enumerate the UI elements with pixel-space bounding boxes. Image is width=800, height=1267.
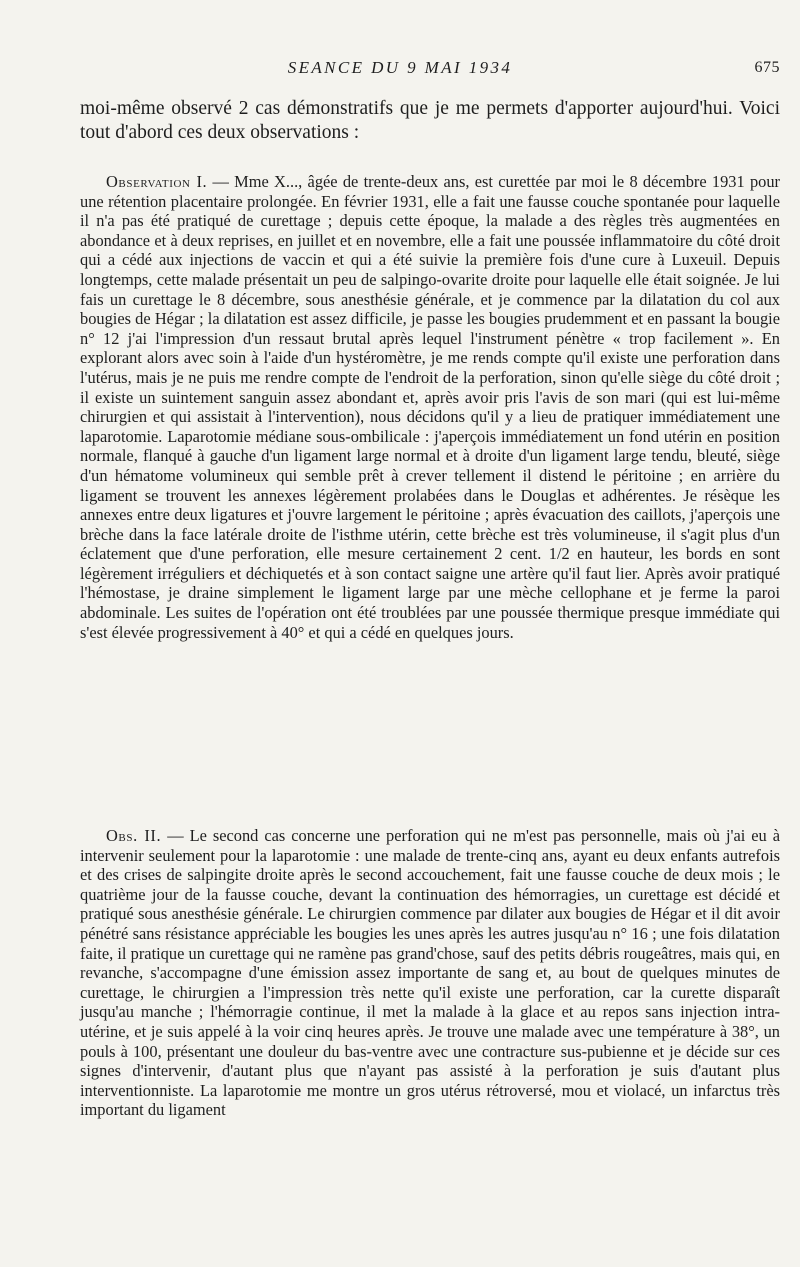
observation-1-label: Observation I. <box>106 172 208 191</box>
observation-1-paragraph <box>80 172 780 642</box>
observation-2-paragraph <box>80 826 780 1120</box>
page-number: 675 <box>754 59 780 76</box>
page-header <box>0 58 800 82</box>
running-title: SEANCE DU 9 MAI 1934 <box>287 58 513 77</box>
observation-2-label: Obs. II. <box>106 826 162 845</box>
intro-paragraph: moi-même observé 2 cas démonstratifs que je me permets d'apporter aujourd'hui. Voici tout d'abord ces deux observations : <box>80 98 780 143</box>
observation-1-text: — Mme X..., âgée de trente-deux ans, est curettée par moi le 8 décembre 1931 pour une rétention placentaire prolongée. En février 1931, elle a fait une fausse couche spontanée pour laquelle il n'a pas été pratiqué de curettage ; depuis cette époque, la malade a des règles très augmentées en abondance et à deux reprises, en juillet et en novembre, elle a fait une poussée inflammatoire du côté droit qui a cédé aux injections de vaccin et qui a été suivie la première fois d'une cure à Luxeuil. Depuis longtemps, cette malade présentait un peu de salpingo-ovarite droite pour laquelle elle était soignée. Je lui fais un curettage le 8 décembre, sous anesthésie générale, et je commence par la dilatation du col aux bougies de Hégar ; la dilatation est assez difficile, je passe les bougies prudemment et en passant la bougie n° 12 j'ai l'impression d'un ressaut brutal après lequel l'instrument pénètre « trop facilement ». En explorant alors avec soin à l'aide d'un hystéromètre, je me rends compte qu'il existe une perforation dans l'utérus, mais je ne puis me rendre compte de l'endroit de la perforation, sinon qu'elle siège du côté droit ; il existe un suintement sanguin assez abondant et, après avoir pris l'avis de son mari (qui est lui-même chirurgien et qui assistait à l'intervention), nous décidons qu'il y a lieu de pratiquer immédiatement une laparotomie. Laparotomie médiane sous-ombilicale : j'aperçois immédiatement un fond utérin en position normale, flanqué à gauche d'un ligament large normal et à droite d'un ligament large tendu, bleuté, siège d'un hématome volumineux qui semble prêt à crever tellement il distend le péritoine ; en arrière du ligament se trouvent les annexes légèrement prolabées dans le Douglas et adhérentes. Je résèque les annexes entre deux ligatures et j'ouvre largement le péritoine ; après évacuation des caillots, j'aperçois une brèche dans la face latérale droite de l'isthme utérin, cette brèche est très volumineuse, il s'agit plus d'un éclatement que d'une perforation, elle mesure certainement 2 cent. 1/2 en hauteur, les bords en sont légèrement irréguliers et déchiquetés et à son contact saigne une artère qu'il faut lier. Après avoir pratiqué l'hémostase, je draine simplement le ligament large par une mèche cellophane et je ferme la paroi abdominale. Les suites de l'opération ont été troublées par une poussée thermique presque immédiate qui s'est élevée progressivement à 40° et qui a cédé en quelques jours. <box>80 172 781 642</box>
observation-2-text: — Le second cas concerne une perforation qui ne m'est pas personnelle, mais où j'ai eu à intervenir seulement pour la laparotomie : une malade de trente-cinq ans, ayant eu deux enfants autrefois et des crises de salpingite droite après le second accouchement, fait une fausse couche de deux mois ; le quatrième jour de la fausse couche, devant la continuation des hémorragies, un curettage est décidé et pratiqué sous anesthésie générale. Le chirurgien commence par dilater aux bougies de Hégar et il dit avoir pénétré sans résistance appréciable les bougies les unes après les autres jusqu'au n° 16 ; une fois dilatation faite, il pratique un curettage qui ne ramène pas grand'chose, sauf des petits débris rougeâtres, mais qui, en revanche, s'accompagne d'une émission assez importante de sang et, au bout de quelques minutes de curettage, le chirurgien a l'impression très nette qu'il existe une perforation, car la curette disparaît jusqu'au manche ; l'hémorragie continue, il met la malade à la glace et au repos sans injection intra-utérine, et je suis appelé à la voir cinq heures après. Je trouve une malade avec une température à 38°, un pouls à 100, présentant une douleur du bas-ventre avec une contracture sus-pubienne et je décide sur ces signes d'intervenir, d'autant plus que n'ayant pas assisté à la perforation je suis d'autant plus interventionniste. La laparotomie me montre un gros utérus rétroversé, mou et violacé, un infarctus très important du ligament <box>80 826 780 1120</box>
